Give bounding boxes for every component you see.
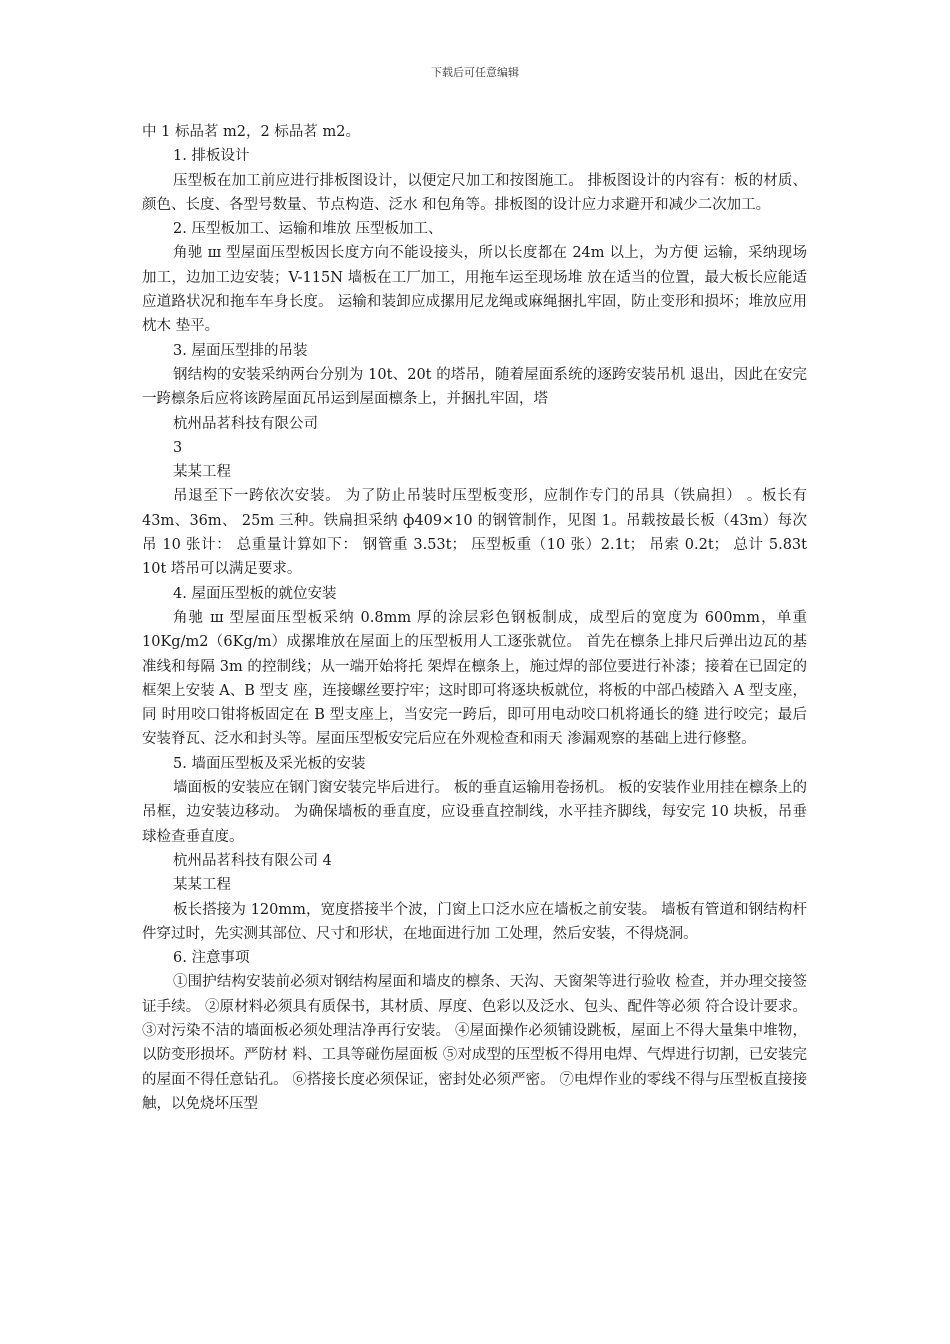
- section-heading: 6. 注意事项: [173, 950, 250, 967]
- section-heading: 5. 墙面压型板及采光板的安装: [173, 755, 366, 772]
- paragraph: ①围护结构安装前必须对钢结构屋面和墙皮的檩条、天沟、天窗架等进行验收 检查，并办理交接签证手续。 ②原材料必须具有质保书，其材质、厚度、色彩以及泛水、包头、配件等必须 符合设计要求。 ③对污染不洁的墙面板必须处理洁净再行安装。 ④屋面操作必须铺设跳板，屋面上不得大量集中堆物，以防变形损坏。严防材 料、工具等碰伤屋面板 ⑤对成型的压型板不得用电焊、气焊进行切割，已安装完的屋面不得任意钻孔。 ⑥搭接长度必须保证，密封处必须严密。 ⑦电焊作业的零线不得与压型板直接接触，以免烧坏压型: [142, 974, 807, 1112]
- document-body: [142, 120, 807, 1116]
- company-name: 杭州品茗科技有限公司 4: [173, 852, 332, 869]
- paragraph: 钢结构的安装采纳两台分别为 10t、20t 的塔吊，随着屋面系统的逐跨安装吊机 退出，因此在安完一跨檩条后应将该跨屋面瓦吊运到屋面檩条上，并捆扎牢固，塔: [142, 366, 807, 408]
- paragraph: 吊退至下一跨依次安装。 为了防止吊装时压型板变形，应制作专门的吊具（铁扁担） 。板长有 43m、36m、 25m 三种。铁扁担采纳 ф409×10 的钢管制作，见图 1。吊载按最长板（43m）每次 吊 10 张计： 总重量计算如下： 钢管重 3.53t； 压型板重（10 张）2.1t； 吊索 0.2t； 总计 5.83t 10t 塔吊可以满足要求。: [142, 488, 807, 578]
- page-number: 3: [173, 439, 183, 456]
- section-heading: 2. 压型板加工、运输和堆放 压型板加工、: [173, 221, 443, 238]
- company-name: 杭州品茗科技有限公司: [173, 415, 318, 432]
- section-heading: 1. 排板设计: [173, 148, 250, 165]
- project-name: 某某工程: [173, 877, 231, 894]
- project-name: 某某工程: [173, 464, 231, 481]
- paragraph: 墙面板的安装应在钢门窗安装完毕后进行。 板的垂直运输用卷扬机。 板的安装作业用挂在檩条上的吊框，边安装边移动。 为确保墙板的垂直度，应设垂直控制线，水平挂齐脚线，每安完 10 块板，吊垂 球检查垂直度。: [142, 780, 807, 845]
- paragraph: 中 1 标品茗 m2，2 标品茗 m2。: [142, 124, 360, 140]
- page-header: 下载后可任意编辑: [431, 66, 519, 79]
- paragraph: 角驰 ш 型屋面压型板采纳 0.8mm 厚的涂层彩色钢板制成，成型后的宽度为 600mm，单重 10Kg/m2（6Kg/m）成摞堆放在屋面上的压型板用人工逐张就位。 首先在檩条上排尺后弹出边瓦的基准线和每隔 3m 的控制线；从一端开始将托 架焊在檩条上，施过焊的部位要进行补漆；接着在已固定的框架上安装 A、B 型支 座，连接螺丝要拧牢；这时即可将逐块板就位，将板的中部凸棱踏入 A 型支座，同 时用咬口钳将板固定在 B 型支座上，当安完一跨后，即可用电动咬口机将通长的缝 进行咬完；最后安装脊瓦、泛水和封头等。屋面压型板安完后应在外观检查和雨天 渗漏观察的基础上进行修整。: [142, 609, 807, 748]
- section-heading: 3. 屋面压型排的吊装: [173, 342, 308, 359]
- paragraph: 角驰 ш 型屋面压型板因长度方向不能设接头，所以长度都在 24m 以上，为方便 运输，采纳现场加工，边加工边安装；V-115N 墙板在工厂加工，用拖车运至现场堆 放在适当的位置，最大板长应能适应道路状况和拖车车身长度。 运输和装卸应成摞用尼龙绳或麻绳捆扎牢固，防止变形和损坏；堆放应用枕木 垫平。: [142, 245, 807, 335]
- paragraph: 板长搭接为 120mm，宽度搭接半个波，门窗上口泛水应在墙板之前安装。 墙板有管道和钢结构杆件穿过时，先实测其部位、尺寸和形状，在地面进行加 工处理，然后安装，不得烧洞。: [142, 901, 807, 942]
- section-heading: 4. 屋面压型板的就位安装: [173, 585, 337, 602]
- paragraph: 压型板在加工前应进行排板图设计，以便定尺加工和按图施工。 排板图设计的内容有：板的材质、颜色、长度、各型号数量、节点构造、泛水 和包角等。排板图的设计应力求避开和减少二次加工。: [142, 172, 807, 213]
